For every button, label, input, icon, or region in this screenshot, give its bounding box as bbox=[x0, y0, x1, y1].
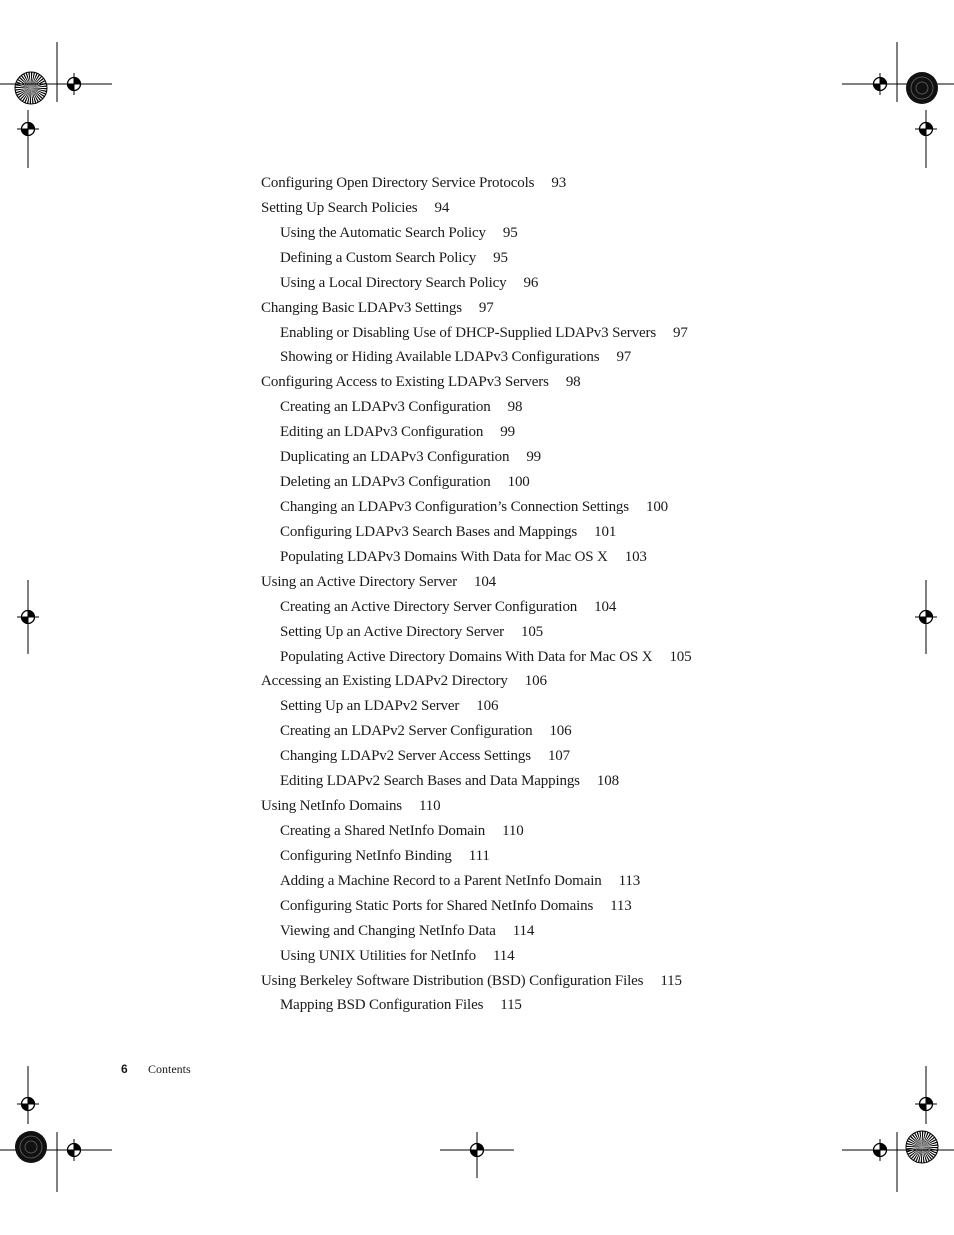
toc-entry-title: Populating LDAPv3 Domains With Data for Mac OS X bbox=[280, 548, 608, 565]
toc-entry[interactable] bbox=[261, 420, 901, 445]
registration-target bbox=[869, 1139, 891, 1161]
toc-entry-page: 95 bbox=[502, 224, 518, 241]
toc-entry-title: Creating an Active Directory Server Configuration bbox=[280, 598, 578, 615]
toc-entry-title: Setting Up Search Policies bbox=[261, 199, 418, 216]
toc-entry-page: 98 bbox=[507, 399, 523, 416]
toc-entry-page: 113 bbox=[618, 872, 641, 889]
toc-entry-page: 100 bbox=[507, 474, 530, 491]
toc-entry-title: Setting Up an Active Directory Server bbox=[280, 623, 504, 640]
toc-entry-page: 110 bbox=[502, 822, 524, 839]
toc-entry-page: 98 bbox=[565, 374, 581, 391]
page-footer bbox=[121, 1062, 191, 1077]
toc-entry-page: 103 bbox=[624, 548, 647, 565]
toc-entry-page: 97 bbox=[478, 299, 494, 316]
toc-entry-title: Duplicating an LDAPv3 Configuration bbox=[280, 449, 510, 466]
toc-entry-title: Changing LDAPv2 Server Access Settings bbox=[280, 748, 531, 765]
toc-entry-title: Populating Active Directory Domains With Data for Mac OS X bbox=[280, 648, 653, 665]
toc-entry-title: Using the Automatic Search Policy bbox=[280, 224, 486, 241]
toc-entry-page: 106 bbox=[524, 673, 547, 690]
registration-target bbox=[63, 1139, 85, 1161]
toc-entry-title: Editing LDAPv2 Search Bases and Data Mappings bbox=[280, 773, 580, 790]
toc-entry-page: 111 bbox=[468, 847, 490, 864]
toc-entry[interactable] bbox=[261, 645, 901, 670]
toc-entry-title: Using an Active Directory Server bbox=[261, 573, 457, 590]
toc-entry-title: Mapping BSD Configuration Files bbox=[280, 997, 484, 1014]
toc-entry-page: 101 bbox=[594, 523, 617, 540]
toc-entry[interactable] bbox=[261, 769, 901, 794]
toc-entry-page: 97 bbox=[616, 349, 632, 366]
registration-target bbox=[17, 1093, 39, 1115]
table-of-contents bbox=[261, 171, 901, 1018]
toc-entry-title: Creating an LDAPv3 Configuration bbox=[280, 399, 491, 416]
registration-starburst bbox=[15, 72, 47, 104]
registration-dot bbox=[15, 1131, 47, 1163]
toc-entry[interactable] bbox=[261, 570, 901, 595]
toc-entry-page: 115 bbox=[660, 972, 682, 989]
toc-entry[interactable] bbox=[261, 993, 901, 1018]
toc-entry[interactable] bbox=[261, 296, 901, 321]
toc-entry-page: 113 bbox=[610, 897, 632, 914]
toc-entry-title: Using UNIX Utilities for NetInfo bbox=[280, 947, 477, 964]
toc-entry[interactable] bbox=[261, 395, 901, 420]
toc-entry-title: Changing Basic LDAPv3 Settings bbox=[261, 299, 462, 316]
toc-entry-title: Editing an LDAPv3 Configuration bbox=[280, 424, 484, 441]
toc-entry[interactable] bbox=[261, 520, 901, 545]
toc-entry-title: Using Berkeley Software Distribution (BSD) Configuration Files bbox=[261, 972, 644, 989]
toc-entry[interactable] bbox=[261, 345, 901, 370]
toc-entry-title: Configuring LDAPv3 Search Bases and Mappings bbox=[280, 523, 578, 540]
toc-entry-page: 96 bbox=[523, 274, 539, 291]
toc-entry[interactable] bbox=[261, 470, 901, 495]
toc-entry-page: 94 bbox=[434, 199, 450, 216]
toc-entry-title: Setting Up an LDAPv2 Server bbox=[280, 698, 460, 715]
toc-entry-title: Showing or Hiding Available LDAPv3 Configurations bbox=[280, 349, 600, 366]
footer-page-number: 6 bbox=[121, 1062, 128, 1076]
toc-entry-page: 114 bbox=[493, 947, 515, 964]
registration-starburst bbox=[906, 1131, 938, 1163]
toc-entry[interactable] bbox=[261, 694, 901, 719]
toc-entry-title: Adding a Machine Record to a Parent NetInfo Domain bbox=[280, 872, 602, 889]
toc-entry[interactable] bbox=[261, 844, 901, 869]
toc-entry[interactable] bbox=[261, 620, 901, 645]
toc-entry[interactable] bbox=[261, 719, 901, 744]
registration-target bbox=[915, 118, 937, 140]
registration-target bbox=[466, 1139, 488, 1161]
toc-entry-title: Configuring NetInfo Binding bbox=[280, 847, 452, 864]
registration-target bbox=[869, 73, 891, 95]
toc-entry-page: 105 bbox=[669, 648, 692, 665]
toc-entry[interactable] bbox=[261, 595, 901, 620]
toc-entry[interactable] bbox=[261, 744, 901, 769]
toc-entry[interactable] bbox=[261, 271, 901, 296]
footer-section-title: Contents bbox=[148, 1062, 191, 1076]
toc-entry[interactable] bbox=[261, 171, 901, 196]
toc-entry[interactable] bbox=[261, 919, 901, 944]
toc-entry[interactable] bbox=[261, 495, 901, 520]
toc-entry-page: 99 bbox=[526, 449, 542, 466]
toc-entry[interactable] bbox=[261, 321, 901, 346]
registration-target bbox=[17, 118, 39, 140]
toc-entry-title: Defining a Custom Search Policy bbox=[280, 249, 477, 266]
toc-entry-page: 100 bbox=[645, 498, 669, 515]
toc-entry-page: 115 bbox=[500, 997, 522, 1014]
toc-entry-title: Configuring Open Directory Service Protocols bbox=[261, 175, 535, 191]
toc-entry-title: Accessing an Existing LDAPv2 Directory bbox=[261, 673, 508, 690]
toc-entry-page: 95 bbox=[493, 249, 508, 266]
toc-entry-title: Using NetInfo Domains bbox=[261, 798, 402, 815]
toc-entry-page: 105 bbox=[520, 623, 544, 640]
toc-entry-title: Deleting an LDAPv3 Configuration bbox=[280, 474, 491, 491]
toc-entry-page: 99 bbox=[500, 424, 515, 441]
toc-entry-title: Changing an LDAPv3 Configuration’s Connection Settings bbox=[280, 498, 629, 515]
toc-entry[interactable] bbox=[261, 445, 901, 470]
registration-target bbox=[915, 606, 937, 628]
toc-entry[interactable] bbox=[261, 794, 901, 819]
toc-entry-page: 110 bbox=[419, 798, 441, 815]
registration-target bbox=[17, 606, 39, 628]
toc-entry-page: 106 bbox=[549, 723, 572, 740]
toc-entry-title: Using a Local Directory Search Policy bbox=[280, 274, 507, 291]
toc-entry[interactable] bbox=[261, 246, 901, 271]
toc-entry[interactable] bbox=[261, 196, 901, 221]
toc-entry-page: 97 bbox=[673, 324, 688, 341]
toc-entry[interactable] bbox=[261, 669, 901, 694]
registration-target bbox=[63, 73, 85, 95]
toc-entry[interactable] bbox=[261, 819, 901, 844]
toc-entry-page: 108 bbox=[596, 773, 619, 790]
toc-entry[interactable] bbox=[261, 221, 901, 246]
registration-dot bbox=[906, 72, 938, 104]
toc-entry-page: 114 bbox=[512, 922, 535, 939]
toc-entry-page: 93 bbox=[551, 175, 567, 191]
toc-entry[interactable] bbox=[261, 869, 901, 894]
toc-entry-title: Configuring Static Ports for Shared NetInfo Domains bbox=[280, 897, 594, 914]
toc-entry[interactable] bbox=[261, 370, 901, 395]
toc-entry-title: Creating a Shared NetInfo Domain bbox=[280, 822, 486, 839]
toc-entry-page: 106 bbox=[476, 698, 499, 715]
toc-entry-title: Creating an LDAPv2 Server Configuration bbox=[280, 723, 533, 740]
toc-entry[interactable] bbox=[261, 894, 901, 919]
toc-entry-title: Enabling or Disabling Use of DHCP-Supplied LDAPv3 Servers bbox=[280, 324, 657, 341]
toc-entry-page: 104 bbox=[473, 573, 497, 590]
toc-entry[interactable] bbox=[261, 545, 901, 570]
toc-entry-title: Viewing and Changing NetInfo Data bbox=[280, 922, 496, 939]
toc-entry-page: 107 bbox=[547, 748, 571, 765]
toc-entry[interactable] bbox=[261, 944, 901, 969]
toc-entry-page: 104 bbox=[594, 598, 617, 615]
toc-entry-title: Configuring Access to Existing LDAPv3 Servers bbox=[261, 374, 549, 391]
registration-target bbox=[915, 1093, 937, 1115]
toc-entry[interactable] bbox=[261, 969, 901, 994]
